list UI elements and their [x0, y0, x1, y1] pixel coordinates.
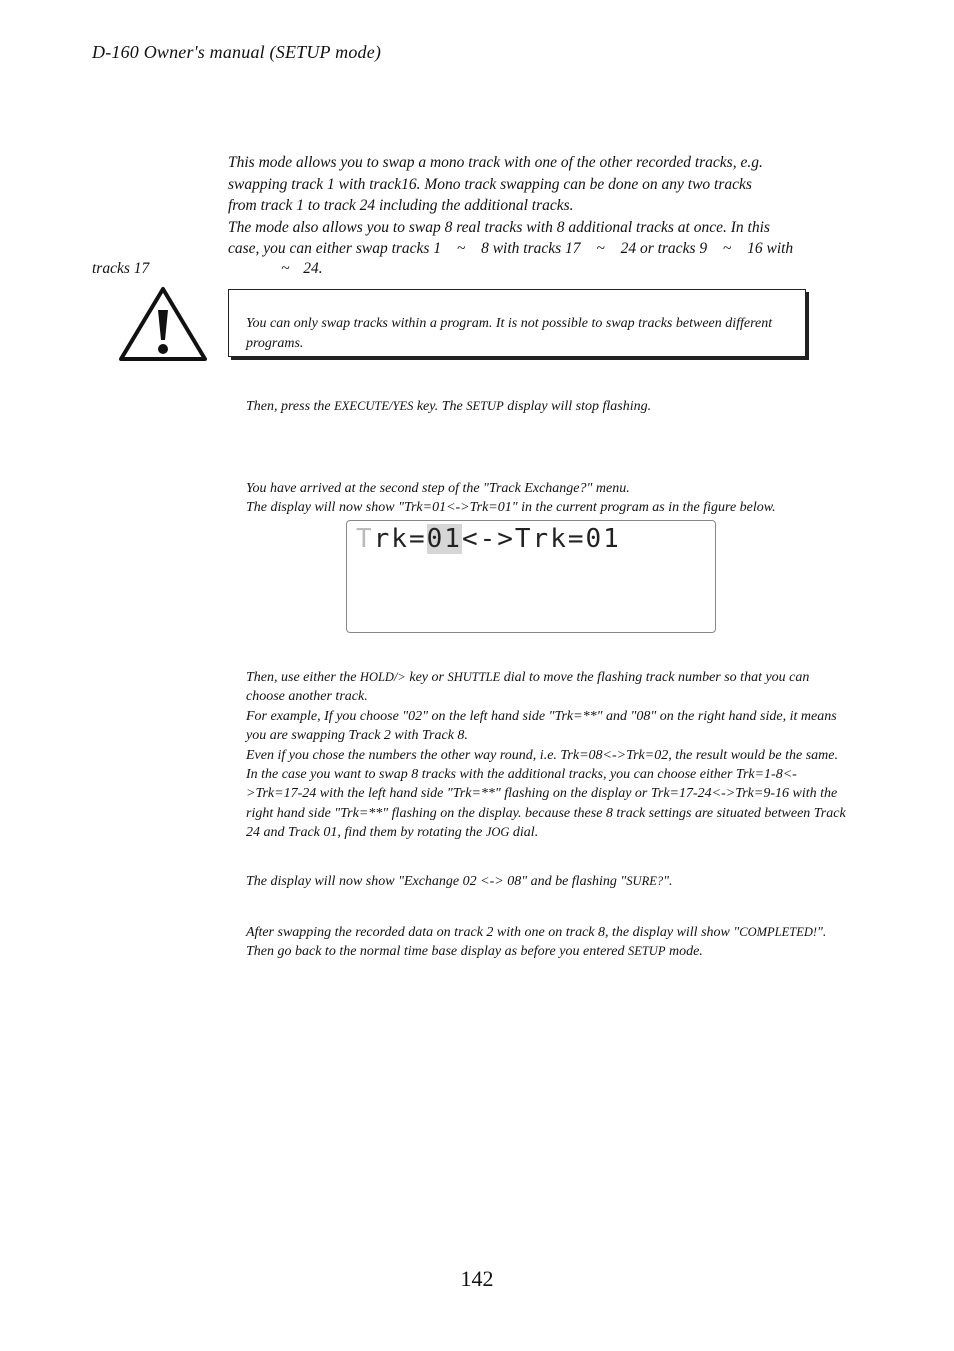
warning-triangle-icon [118, 286, 208, 362]
intro-line: This mode allows you to swap a mono track with one of the other recorded tracks, e.g. [228, 154, 763, 171]
text-fragment: display will stop flashing. [503, 399, 652, 414]
key-name: SETUP [627, 944, 666, 959]
execute-instruction [246, 397, 846, 416]
intro-fragment: 16 with [747, 240, 794, 258]
intro-fragment: tracks 17 [92, 260, 150, 277]
text-fragment: Then, press the [246, 399, 335, 414]
text-paragraph [246, 746, 846, 843]
warning-text: You can only swap tracks within a program. It is not possible to swap tracks between different programs. [246, 316, 773, 351]
tilde: ~ [456, 240, 466, 258]
text-fragment: Then, use either the [246, 670, 360, 685]
text-fragment: Even if you chose the numbers the other way round, i.e. Trk=08<->Trk=02, the result would be the same. In the case you want to swap 8 tracks with the additional tracks, you can choose either Trk=1-8<->Trk=17-24 with the left hand side "Trk=**" flashing on the display or Trk=17-24<->Trk=9-16 with the right hand side "Trk=**" flashing on the display. because these 8 track settings are situated between Track 24 and Track 01, find them by rotating the [246, 747, 846, 841]
text-fragment: key or [405, 670, 448, 685]
intro-fragment: 8 with tracks 17 [481, 240, 581, 258]
text-line: You have arrived at the second step of the "Track Exchange?" menu. [246, 481, 630, 496]
text-fragment: key. The [413, 399, 467, 414]
completed-text [246, 923, 846, 962]
text-fragment: mode. [665, 944, 703, 960]
key-name: SHUTTLE [447, 670, 501, 684]
intro-line: The mode also allows you to swap 8 real tracks with 8 additional tracks at once. In this [228, 218, 770, 236]
text-fragment: dial. [509, 825, 539, 841]
text-fragment: dial to move the flashing track number so that you can choose another track. [246, 670, 810, 705]
lcd-flashing-number: 01 [426, 524, 462, 554]
key-name: JOG [485, 825, 510, 840]
choose-track-text [246, 668, 846, 843]
text-fragment: After swapping the recorded data on track 2 with one on track 8, the display will show " [246, 925, 740, 940]
page-number: 142 [460, 1266, 494, 1291]
intro-line: swapping track 1 with track16. Mono track swapping can be done on any two tracks [228, 175, 752, 193]
key-name: EXECUTE/YES [334, 399, 414, 413]
intro-text [228, 152, 848, 260]
intro-continuation [92, 260, 323, 278]
text-paragraph [246, 668, 846, 707]
lcd-segment: rk= [373, 524, 427, 554]
intro-fragment: 24. [303, 260, 323, 277]
key-name: SETUP [466, 399, 504, 413]
tilde: ~ [281, 260, 290, 277]
text-paragraph: For example, If you choose "02" on the left hand side "Trk=**" and "08" on the right hand side, it means you are swapping Track 2 with Track 8. [246, 708, 837, 744]
page-header: D-160 Owner's manual (SETUP mode) [92, 42, 382, 62]
key-name: COMPLETED! [739, 925, 818, 939]
intro-line: from track 1 to track 24 including the additional tracks. [228, 197, 574, 215]
text-fragment: ". [663, 874, 673, 889]
text-fragment: The display will now show "Exchange 02 <-> 08" and be flashing " [246, 874, 627, 889]
intro-fragment: 24 or tracks 9 [620, 240, 708, 258]
text-fragment: ". Then go back to the normal time base display as before you entered [246, 925, 827, 960]
tilde: ~ [722, 240, 732, 258]
exchange-text [246, 872, 846, 891]
tilde: ~ [596, 240, 605, 258]
text-line: The display will now show "Trk=01<->Trk=01" in the current program as in the figure below. [246, 500, 776, 516]
second-step-text [246, 479, 846, 518]
key-name: HOLD/> [359, 670, 406, 684]
intro-fragment: case, you can either swap tracks 1 [228, 240, 442, 258]
intro-line [228, 238, 848, 260]
lcd-segment: <->Trk=01 [461, 524, 621, 554]
key-name: SURE? [626, 874, 664, 888]
lcd-text [356, 524, 621, 554]
lcd-dim-char: T [356, 524, 374, 554]
